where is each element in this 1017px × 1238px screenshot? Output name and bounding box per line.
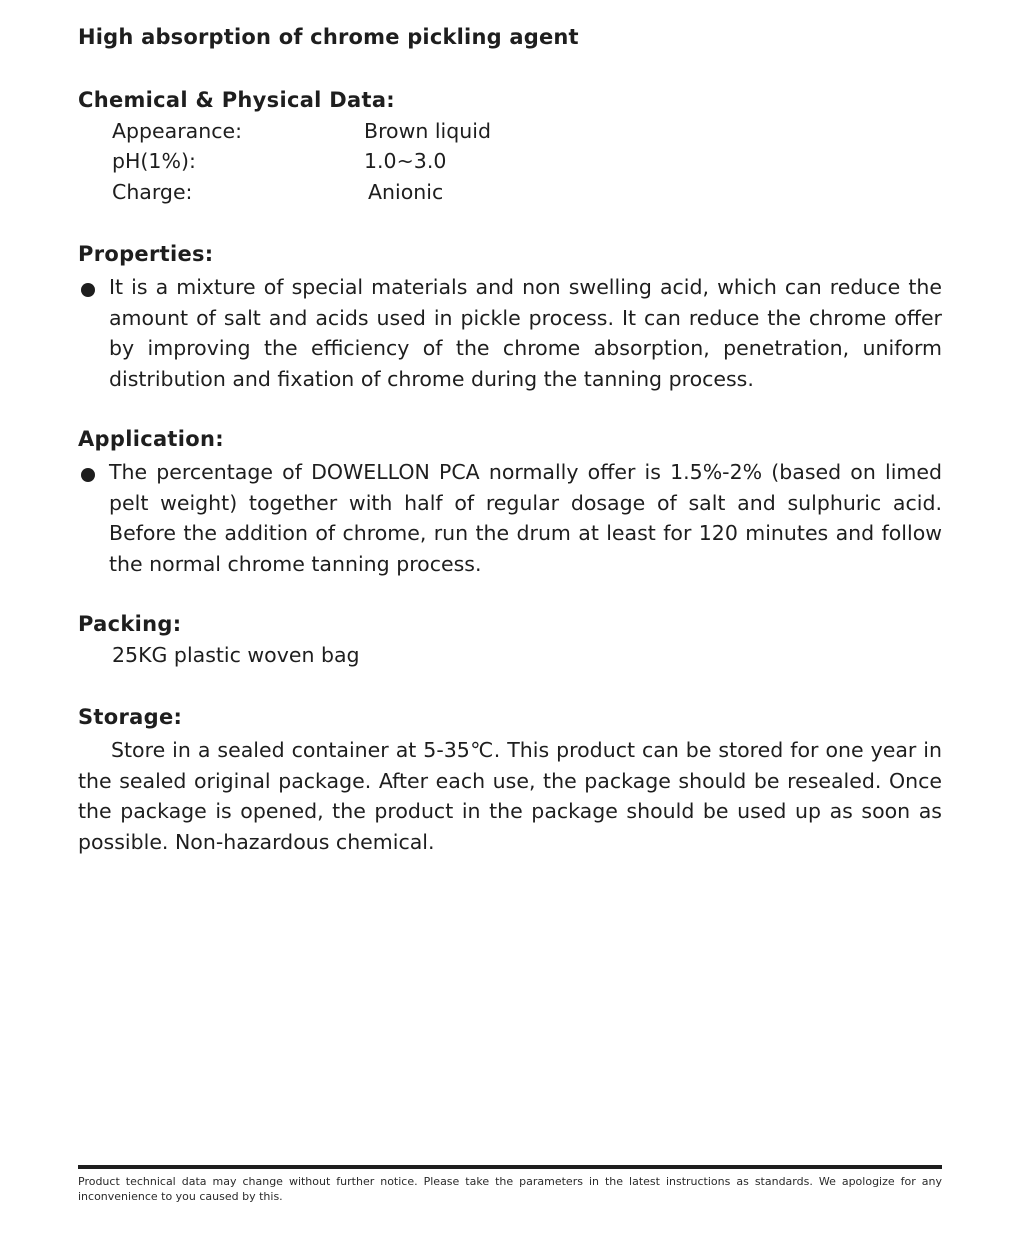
properties-heading: Properties: [78,242,214,266]
application-bullet [78,457,942,579]
ph-value: 1.0~3.0 [364,149,447,173]
ph-row [112,149,447,173]
application-heading: Application: [78,427,224,451]
appearance-label: Appearance: [112,119,242,143]
packing-text: 25KG plastic woven bag [112,643,360,667]
properties-bullet [78,272,942,394]
document-title: High absorption of chrome pickling agent [78,25,579,49]
chemical-physical-heading: Chemical & Physical Data: [78,88,396,112]
bullet-icon [81,468,95,482]
footer-divider [78,1165,942,1169]
application-text: The percentage of DOWELLON PCA normally offer is 1.5%-2% (based on limed pelt weight) together with half of regular dosage of salt and sulphuric acid. Before the addition of chrome, run the drum at least for 120 minutes and follow the normal chrome tanning process. [109,460,942,576]
ph-label: pH(1%): [112,149,196,173]
bullet-icon [81,283,95,297]
storage-heading: Storage: [78,705,183,729]
charge-label: Charge: [112,180,193,204]
charge-value: Anionic [368,180,444,204]
properties-text: It is a mixture of special materials and non swelling acid, which can reduce the amount of salt and acids used in pickle process. It can reduce the chrome offer by improving the efficiency of the chrome absorption, penetration, uniform distribution and fixation of chrome during the tanning process. [109,275,942,391]
packing-heading: Packing: [78,612,182,636]
appearance-row [112,119,491,143]
appearance-value: Brown liquid [364,119,491,143]
storage-text: Store in a sealed container at 5-35℃. This product can be stored for one year in the sealed original package. After each use, the package should be resealed. Once the package is opened, the product in the package should be used up as soon as possible. Non-hazardous chemical. [78,738,942,854]
footer-disclaimer: Product technical data may change without further notice. Please take the parameters in the latest instructions as standards. We apologize for any inconvenience to you caused by this. [78,1175,942,1203]
charge-row [112,180,444,204]
